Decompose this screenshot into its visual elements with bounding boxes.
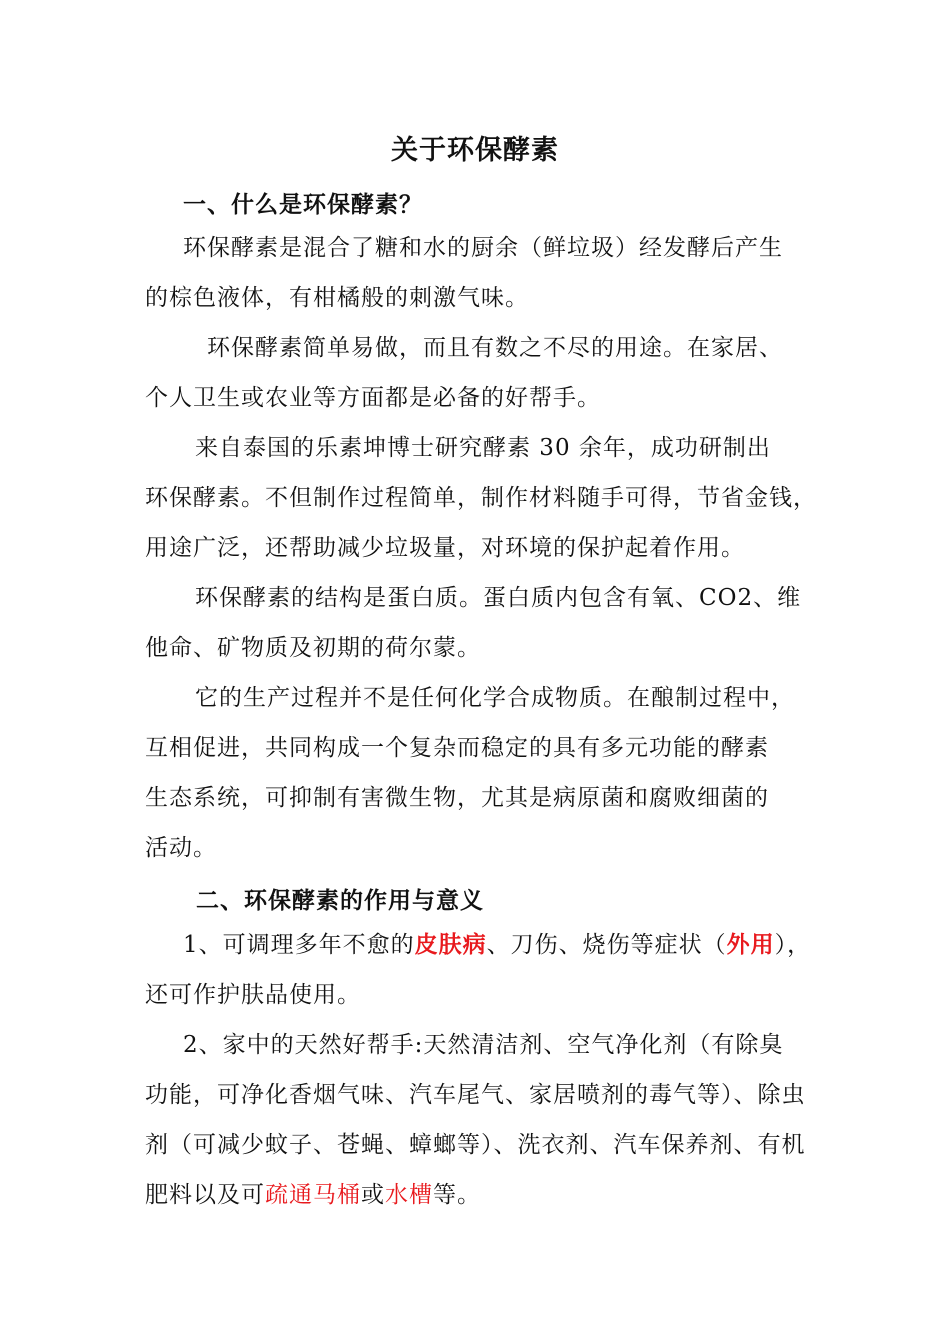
paragraph-line: 活动。 bbox=[145, 835, 217, 861]
text-run: 等。 bbox=[433, 1182, 481, 1208]
highlight-external-use: 外用 bbox=[726, 932, 775, 958]
paragraph-structure bbox=[145, 573, 815, 673]
list-item-line bbox=[145, 920, 815, 970]
paragraph-line: 他命、矿物质及初期的荷尔蒙。 bbox=[145, 635, 481, 661]
list-item-line: 剂（可减少蚊子、苍蝇、蟑螂等）、洗衣剂、汽车保养剂、有机 bbox=[145, 1132, 806, 1158]
list-item-skin bbox=[145, 920, 815, 1020]
paragraph-origin bbox=[145, 423, 815, 573]
paragraph-line: 它的生产过程并不是任何化学合成物质。在酿制过程中， bbox=[195, 685, 795, 711]
text-run: 肥料以及可 bbox=[145, 1182, 265, 1208]
text-run: 、刀伤、烧伤等症状（ bbox=[486, 932, 727, 958]
paragraph-line: 环保酵素的结构是蛋白质。蛋白质内包含有氧、CO2、维 bbox=[195, 585, 802, 611]
paragraph-line: 环保酵素简单易做，而且有数之不尽的用途。在家居、 bbox=[207, 335, 783, 361]
section2-heading: 二、环保酵素的作用与意义 bbox=[196, 888, 484, 914]
paragraph-line: 的棕色液体，有柑橘般的刺激气味。 bbox=[145, 285, 529, 311]
text-run: 或 bbox=[361, 1182, 385, 1208]
text-run: 1、可调理多年不愈的 bbox=[183, 932, 415, 958]
list-item-line: 功能，可净化香烟气味、汽车尾气、家居喷剂的毒气等）、除虫 bbox=[145, 1082, 806, 1108]
paragraph-process bbox=[145, 673, 815, 873]
paragraph-line: 用途广泛，还帮助减少垃圾量，对环境的保护起着作用。 bbox=[145, 535, 745, 561]
page-title: 关于环保酵素 bbox=[391, 135, 559, 166]
text-run: ）， bbox=[774, 932, 812, 958]
section1-heading: 一、什么是环保酵素？ bbox=[183, 192, 423, 218]
list-item-line: 2、家中的天然好帮手:天然清洁剂、空气净化剂（有除臭 bbox=[183, 1032, 784, 1058]
paragraph-uses bbox=[145, 323, 815, 423]
highlight-unclog-toilet: 疏通马桶 bbox=[265, 1182, 361, 1208]
list-item-household bbox=[145, 1020, 815, 1220]
paragraph-line: 环保酵素。不但制作过程简单，制作材料随手可得，节省金钱， bbox=[145, 485, 817, 511]
highlight-skin-disease: 皮肤病 bbox=[414, 932, 487, 958]
paragraph-definition bbox=[145, 223, 815, 323]
paragraph-line: 个人卫生或农业等方面都是必备的好帮手。 bbox=[145, 385, 601, 411]
paragraph-line: 互相促进，共同构成一个复杂而稳定的具有多元功能的酵素 bbox=[145, 735, 769, 761]
paragraph-line: 生态系统，可抑制有害微生物，尤其是病原菌和腐败细菌的 bbox=[145, 785, 769, 811]
highlight-sink: 水槽 bbox=[385, 1182, 433, 1208]
paragraph-line: 来自泰国的乐素坤博士研究酵素 30 余年，成功研制出 bbox=[195, 435, 771, 461]
paragraph-line: 环保酵素是混合了糖和水的厨余（鲜垃圾）经发酵后产生 bbox=[183, 235, 783, 261]
list-item-line bbox=[145, 1170, 815, 1220]
list-item-line: 还可作护肤品使用。 bbox=[145, 982, 361, 1008]
